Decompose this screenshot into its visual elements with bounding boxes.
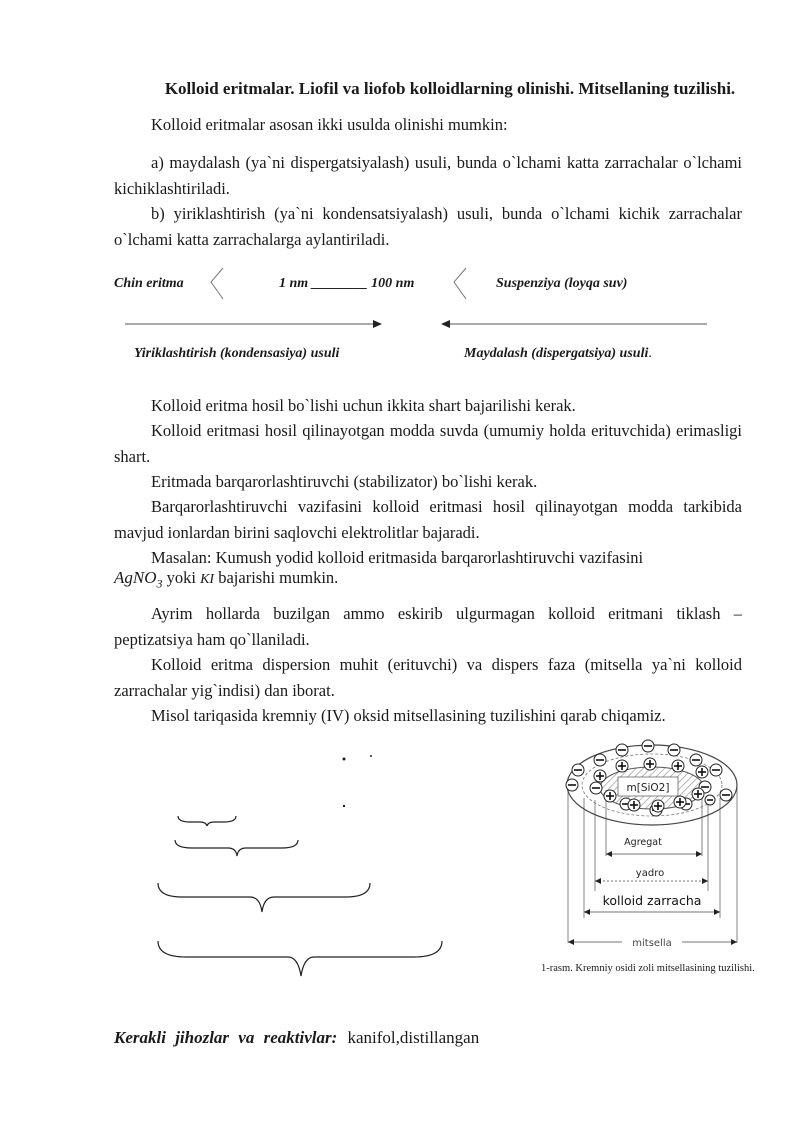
plus-icon [644,758,656,770]
formula-line: AgNO$_3$ yoki KI bajarishi mumkin. [114,568,339,591]
paragraph-sio2-example: Misol tariqasida kremniy (IV) oksid mitsellasining tuzilishini qarab chiqamiz. [151,706,666,725]
plus-icon [696,766,708,778]
paragraph-method-b: b) yiriklashtirish (ya`ni kondensatsiyalash) usuli, bunda o`lchami kichik zarrachalar o`lchami katta zarrachalarga aylantiriladi. [114,204,742,249]
minus-icon [705,795,715,805]
equipment-label: Kerakli jihozlar va reaktivlar: [114,1028,338,1047]
brace-micelle [158,941,442,976]
paragraph-stabilizer: Barqarorlashtiruvchi vazifasini kolloid eritmasi hosil qilinayotgan modda tarkibida mavjud ionlardan birini saqlovchi elektrolitlar bajaradi. [114,497,742,542]
direction-arrows [120,314,720,334]
paragraph-condition-2: Eritmada barqarorlashtiruvchi (stabilizator) bo`lishi kerak. [151,472,538,491]
brace-aggregate [178,816,236,826]
minus-icon [566,779,578,791]
minus-icon [572,764,584,776]
minus-icon [720,789,732,801]
minus-icon [590,782,602,794]
core-label: m[SiO2] [626,782,670,794]
label-suspenziya: Suspenziya (loyqa suv) [496,276,628,291]
arrow-left-icon [441,320,450,328]
formula-dot [370,755,372,757]
label-kolloid-zarracha: kolloid zarracha [602,893,702,908]
plus-icon [594,770,606,782]
formula-dot [343,805,345,807]
minus-icon [668,744,680,756]
paragraph-method-a: a) maydalash (ya`ni dispergatsiyalash) usuli, bunda o`lchami katta zarrachalar o`lchami kichiklashtiriladi. [114,153,742,198]
plus-icon [674,796,686,808]
paragraph-composition: Kolloid eritma dispersion muhit (erituvchi) va dispers faza (mitsella ya`ni kolloid zarrachalar yig`indisi) dan iborat. [114,655,742,700]
minus-icon [642,740,654,752]
label-kondensasiya: Yiriklashtirish (kondensasiya) usuli [134,346,340,361]
plus-icon [652,800,664,812]
label-yadro: yadro [635,868,665,879]
minus-icon [710,764,722,776]
brace-colloid-particle [158,883,370,912]
chevron-left-icon [448,266,478,302]
label-size-range: 1 nm ________ 100 nm [279,276,415,291]
paragraph-example: Masalan: Kumush yodid kolloid eritmasida barqarorlashtiruvchi vazifasini [151,548,644,567]
paragraph-intro: Kolloid eritmalar asosan ikki usulda olinishi mumkin: [151,115,508,134]
plus-icon [628,799,640,811]
paragraph-peptization: Ayrim hollarda buzilgan ammo eskirib ulgurmagan kolloid eritmani tiklash – peptizatsiya ham qo`llaniladi. [114,604,742,649]
plus-icon [616,760,628,772]
formula-agno3: AgNO$_3$ [114,568,163,591]
equipment-text: kanifol,distillangan [347,1028,480,1047]
equipment-line [114,1028,479,1048]
arrow-right-icon [373,320,382,328]
brace-core [175,840,298,856]
paragraph-conditions: Kolloid eritma hosil bo`lishi uchun ikkita shart bajarilishi kerak. [151,396,576,415]
plus-icon [672,760,684,772]
plus-icon [692,788,704,800]
label-chin-eritma: Chin eritma [114,276,184,291]
minus-icon [616,744,628,756]
plus-icon [604,790,616,802]
page-title: Kolloid eritmalar. Liofil va liofob kolloidlarning olinishi. Mitsellaning tuzilishi. [164,79,736,98]
minus-icon [690,754,702,766]
figure-caption: 1-rasm. Kremniy osidi zoli mitsellasining tuzilishi. [541,963,755,974]
micelle-diagram [560,738,745,953]
chevron-left-icon [205,266,235,302]
formula-dot [343,758,346,761]
micelle-formula-brackets [150,745,450,985]
label-dispergatsiya: Maydalash (dispergatsiya) usuli. [464,346,652,361]
label-mitsella: mitsella [632,938,672,949]
label-agregat: Agregat [624,837,662,848]
formula-ki: KI [200,572,215,587]
paragraph-condition-1: Kolloid eritmasi hosil qilinayotgan modda suvda (umumiy holda erituvchida) erimasligi shart. [114,421,742,466]
minus-icon [594,754,606,766]
